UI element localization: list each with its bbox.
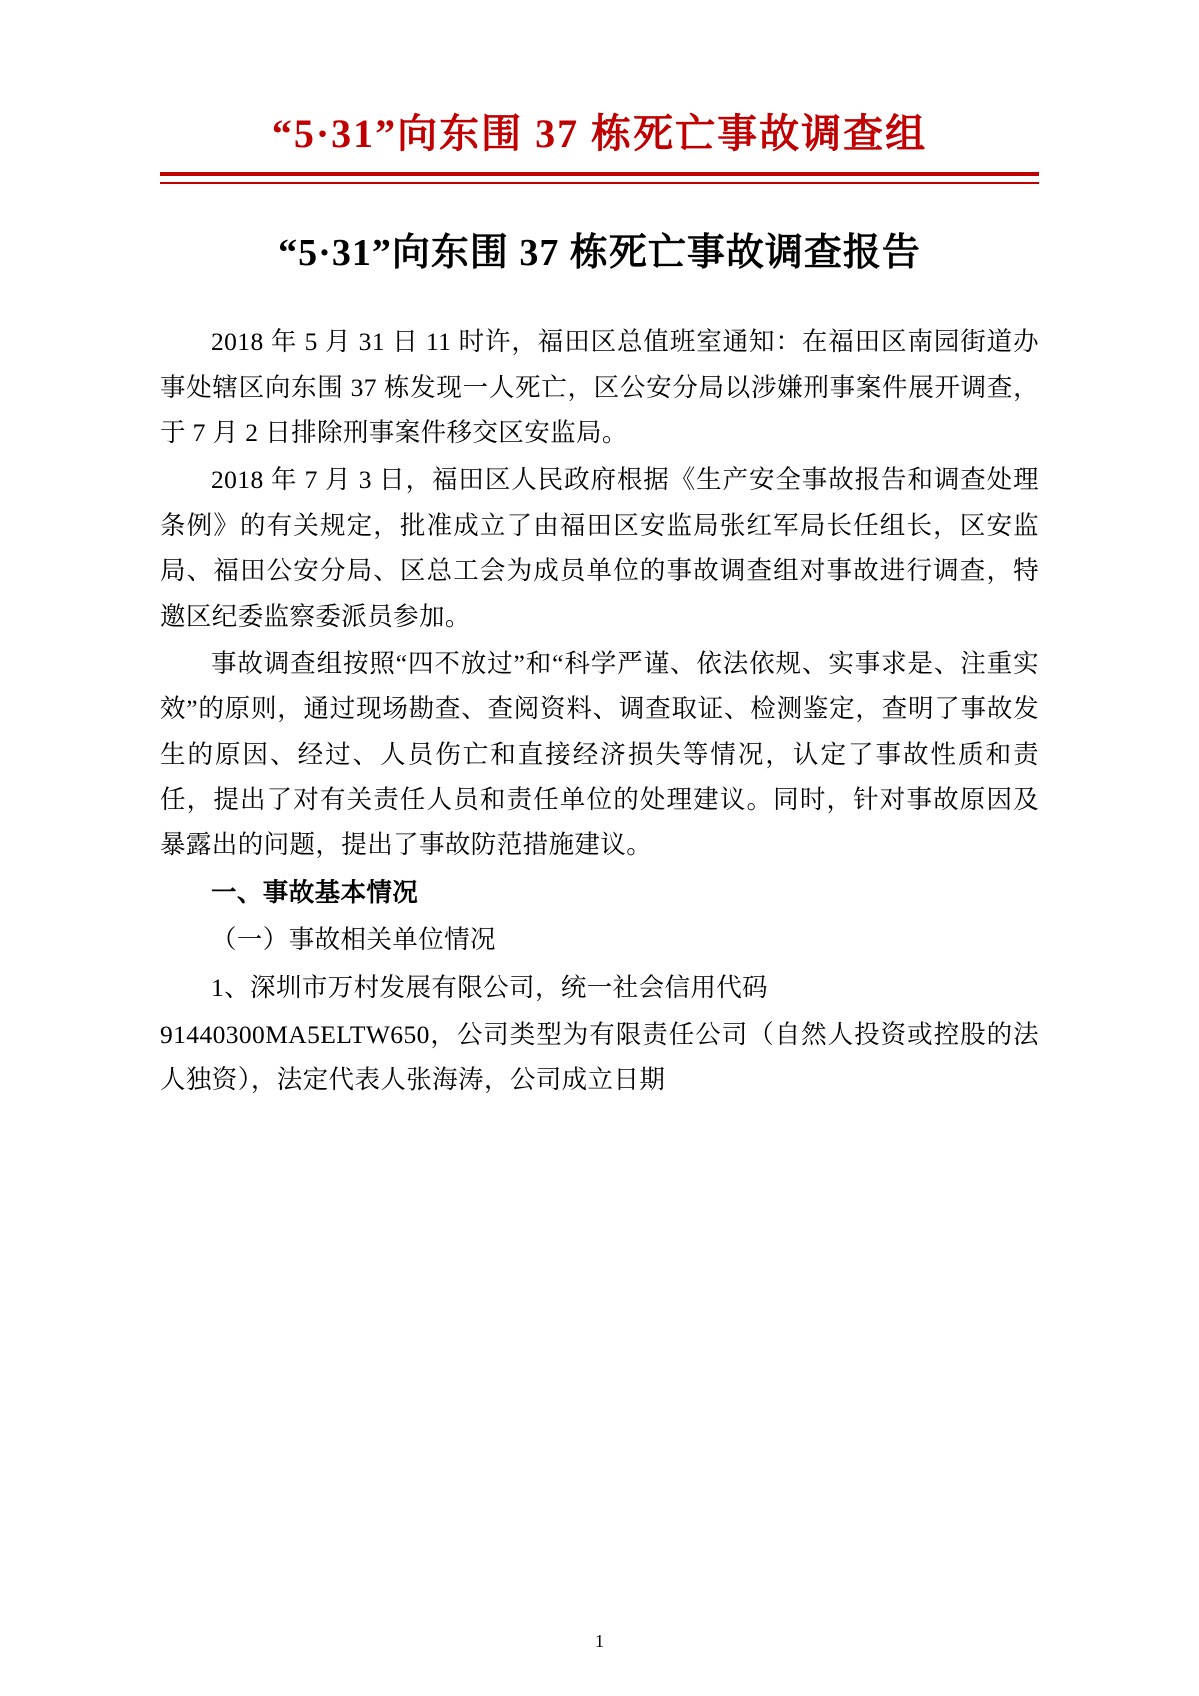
body-paragraph-3: 事故调查组按照“四不放过”和“科学严谨、依法依规、实事求是、注重实效”的原则，通过现场勘查、查阅资料、调查取证、检测鉴定，查明了事故发生的原因、经过、人员伤亡和直接经济损失等情况，认定了事故性质和责任，提出了对有关责任人员和责任单位的处理建议。同时，针对事故原因及暴露出的问题，提出了事故防范措施建议。 <box>160 648 1039 860</box>
body-paragraph-1: 2018 年 5 月 31 日 11 时许，福田区总值班室通知：在福田区南园街道办事处辖区向东围 37 栋发现一人死亡，区公安分局以涉嫌刑事案件展开调查，于 7 月 2 日排除刑事案件移交区安监局。 <box>160 327 1039 448</box>
list-item-1-continued: 91440300MA5ELTW650，公司类型为有限责任公司（自然人投资或控股的法人独资），法定代表人张海涛，公司成立日期 <box>160 1019 1039 1095</box>
page-number: 1 <box>595 1631 604 1651</box>
letterhead-title: “5·31”向东围 37 栋死亡事故调查组 <box>271 111 928 156</box>
body-paragraph-2: 2018 年 7 月 3 日，福田区人民政府根据《生产安全事故报告和调查处理条例》的有关规定，批准成立了由福田区安监局张红军局长任组长，区安监局、福田公安分局、区总工会为成员单位的事故调查组对事故进行调查，特邀区纪委监察委派员参加。 <box>160 465 1039 631</box>
subsection-heading-1: （一）事故相关单位情况 <box>211 925 496 955</box>
section-heading-1: 一、事故基本情况 <box>211 877 419 907</box>
page-title: “5·31”向东围 37 栋死亡事故调查报告 <box>278 232 921 274</box>
list-item-1: 1、深圳市万村发展有限公司，统一社会信用代码 <box>211 972 769 1002</box>
letterhead-rule-thin <box>160 182 1039 184</box>
letterhead-rule-thick <box>160 172 1039 176</box>
